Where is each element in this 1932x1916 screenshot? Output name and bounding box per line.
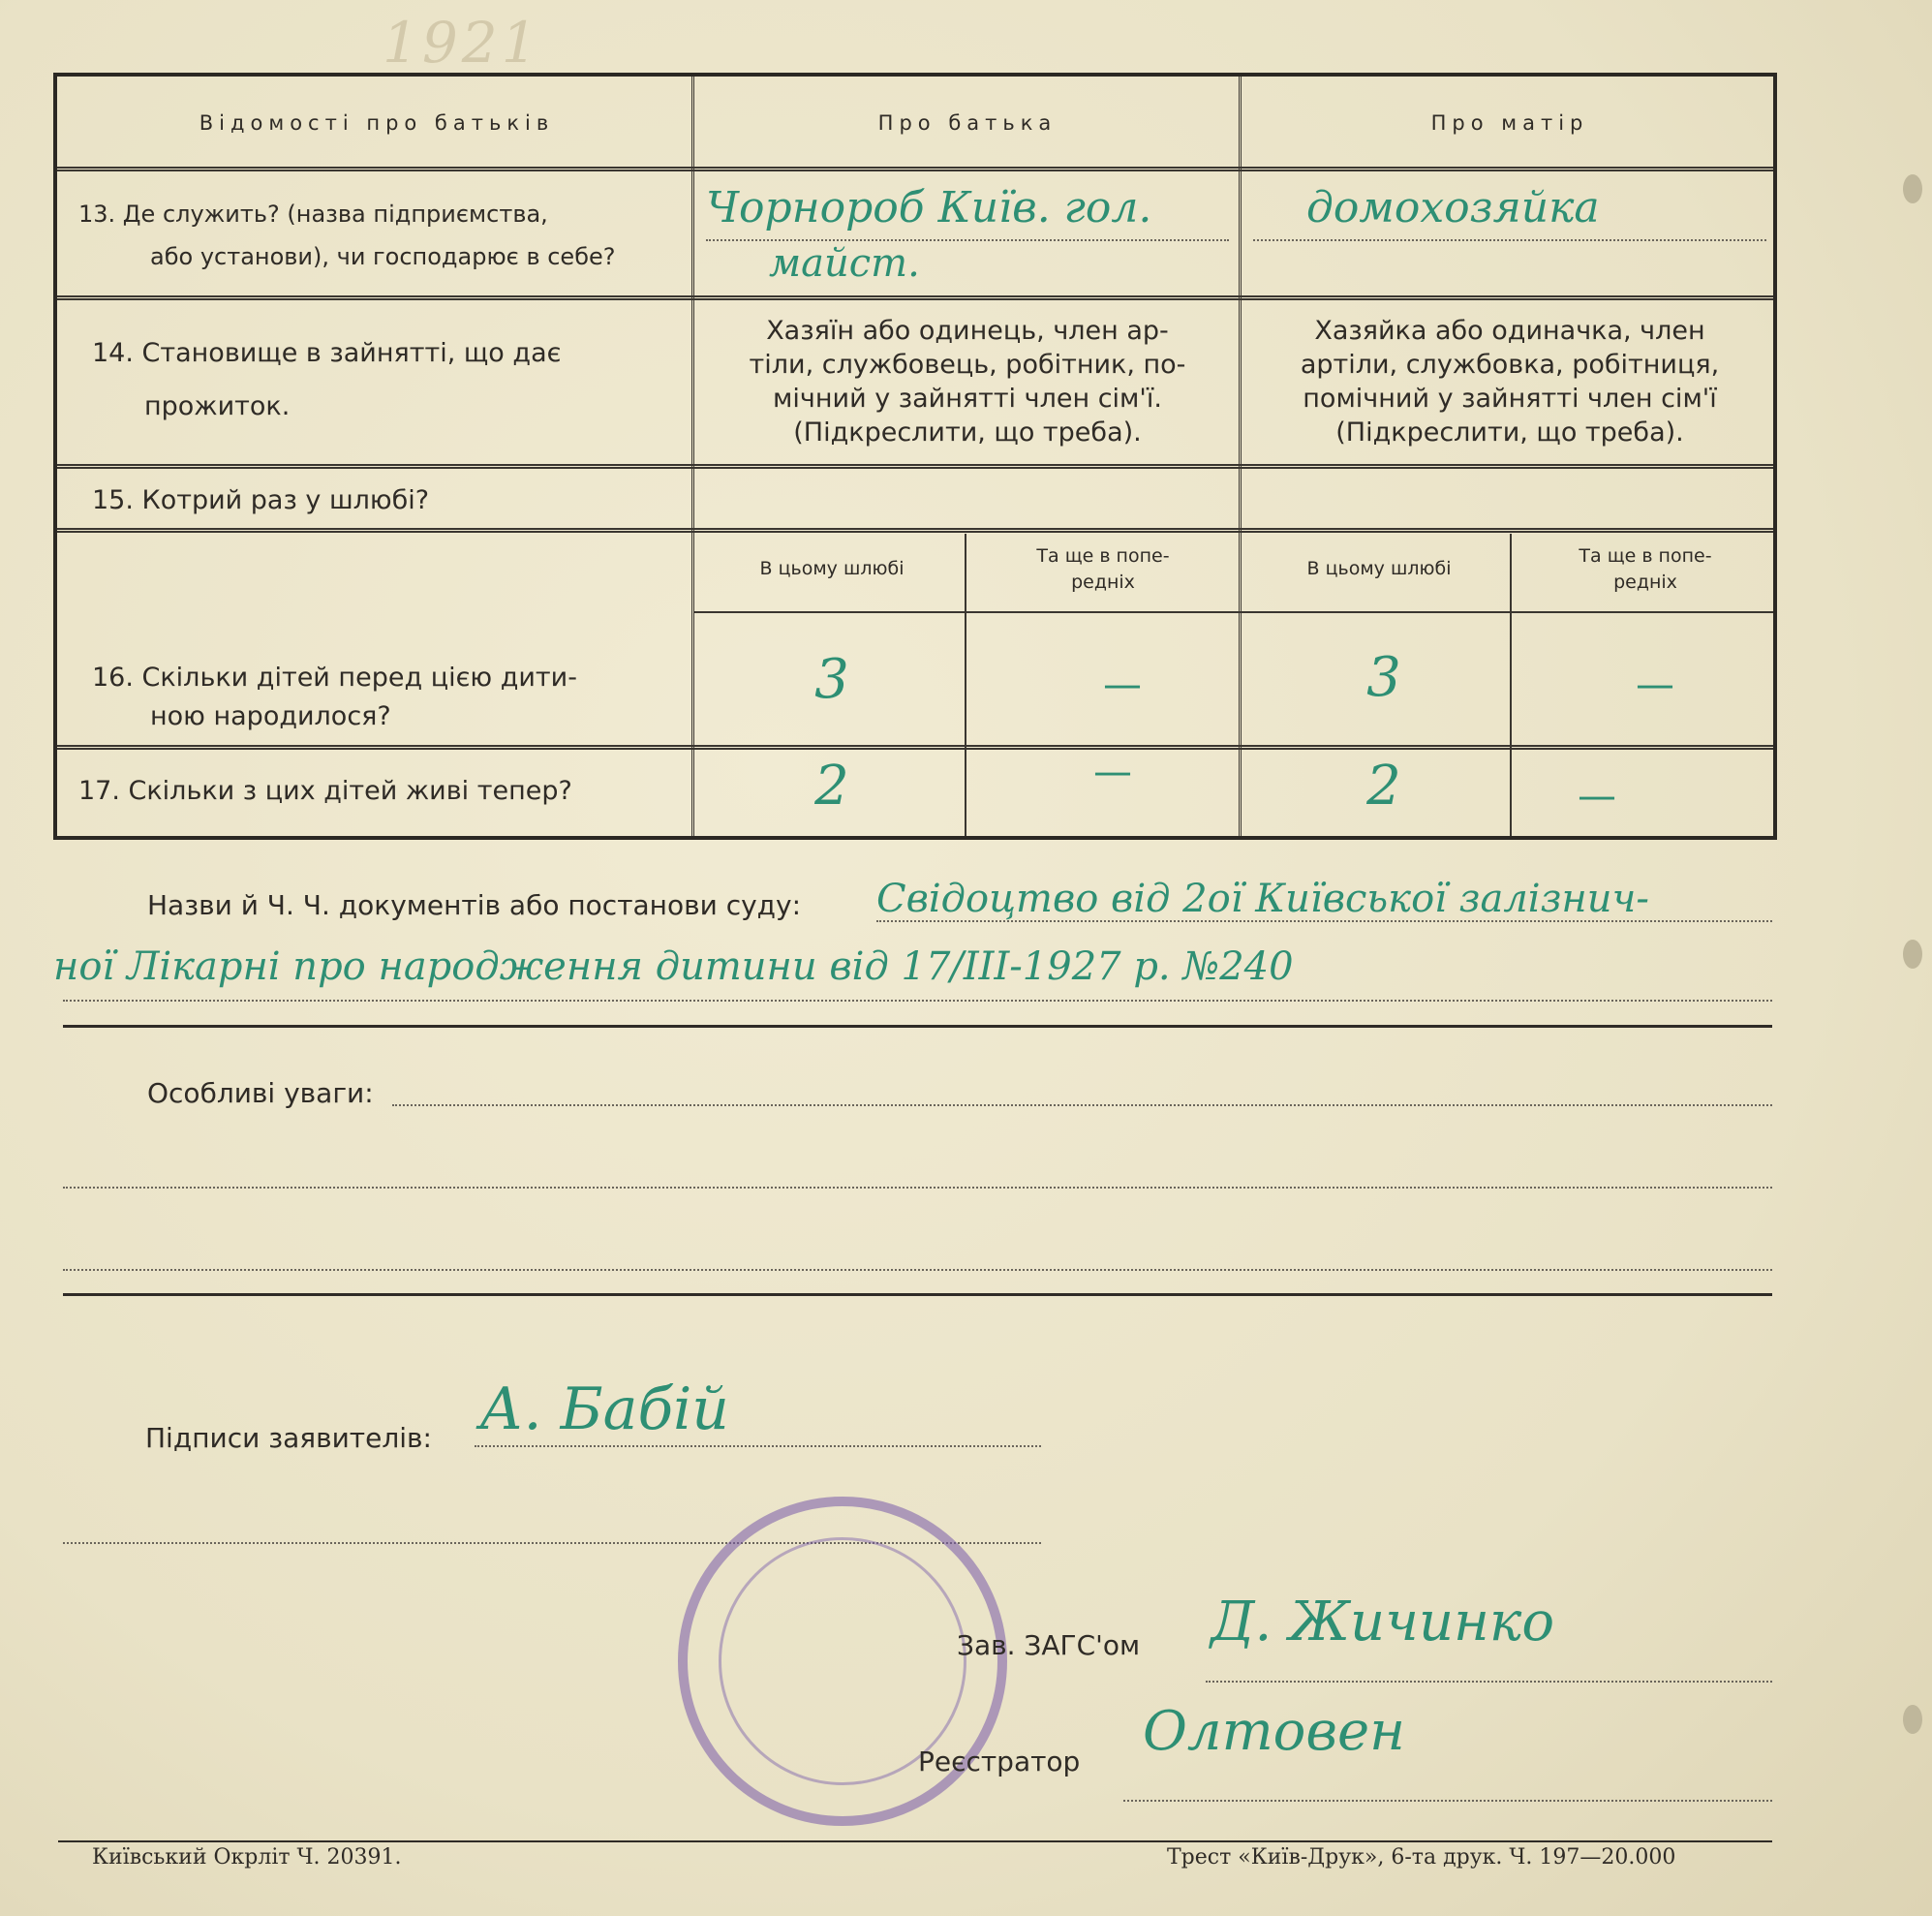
row14-father-options <box>706 314 1229 449</box>
binding-hole <box>1903 1705 1922 1734</box>
row13-mother-value: домохозяйка <box>1306 183 1600 232</box>
fill-line <box>63 1000 1772 1002</box>
documents-value-line1: Свідоцтво від 2ої Київської залізнич- <box>876 877 1649 921</box>
row13-father-value-line2: майст. <box>769 241 920 286</box>
separator-line <box>63 1025 1772 1028</box>
row17-label: 17. Скільки з цих дітей живі тепер? <box>78 776 572 806</box>
zags-head-signature: Д. Жичинко <box>1211 1591 1555 1653</box>
mother-option-line: артіли, службовка, робітниця, <box>1300 350 1720 380</box>
row16-label-line1: 16. Скільки дітей перед цією дити- <box>92 663 577 693</box>
row-divider <box>57 167 1773 171</box>
row17-father-prev: — <box>1093 750 1132 794</box>
binding-hole <box>1903 174 1922 203</box>
footer-line <box>58 1840 1772 1842</box>
fill-line <box>63 1269 1772 1271</box>
row16-mother-this: 3 <box>1366 646 1401 709</box>
documents-value-line2: ної Лікарні про народження дитини від 17/III-1927 р. №240 <box>53 944 1294 989</box>
remarks-label: Особливі уваги: <box>147 1077 374 1109</box>
fill-line <box>392 1104 1772 1106</box>
row17-mother-this: 2 <box>1366 755 1401 818</box>
fill-line <box>1123 1800 1772 1802</box>
row16-father-prev: — <box>1103 663 1142 707</box>
subheader-mother-previous <box>1524 543 1766 596</box>
subheader-line: Та ще в попе- <box>1579 545 1712 567</box>
row-divider <box>693 611 1773 613</box>
row-divider <box>57 745 1773 750</box>
header-mother: Про матір <box>1430 111 1589 135</box>
applicant-signature: А. Бабій <box>479 1375 729 1443</box>
fill-line <box>63 1187 1772 1189</box>
row15-label: 15. Котрий раз у шлюбі? <box>92 485 430 515</box>
fill-line <box>1253 239 1766 241</box>
registrar-signature: Олтовен <box>1143 1700 1406 1763</box>
footer-left: Київський Окрліт Ч. 20391. <box>92 1845 402 1870</box>
row-divider <box>57 464 1773 469</box>
row-divider <box>57 528 1773 533</box>
mother-option-line: помічний у зайнятті член сім'ї <box>1303 384 1717 414</box>
archive-number: 1921 <box>383 10 541 76</box>
subheader-father-this-marriage: В цьому шлюбі <box>759 558 905 579</box>
row16-label-line2: ною народилося? <box>150 701 391 731</box>
subheader-line: Та ще в попе- <box>1036 545 1170 567</box>
row14-mother-options <box>1253 314 1766 449</box>
fill-line <box>706 239 1229 241</box>
footer-right: Трест «Київ-Друк», 6-та друк. Ч. 197—20.000 <box>1167 1845 1676 1870</box>
column-divider <box>965 534 966 836</box>
documents-label: Назви й Ч. Ч. документів або постанови суду: <box>147 889 802 921</box>
zags-head-label: Зав. ЗАГС'ом <box>957 1629 1141 1661</box>
subheader-mother-this-marriage: В цьому шлюбі <box>1306 558 1452 579</box>
header-father: Про батька <box>877 111 1058 135</box>
row14-label-line2: прожиток. <box>144 391 291 421</box>
separator-line <box>63 1293 1772 1296</box>
column-divider <box>1239 77 1242 836</box>
fill-line <box>876 920 1772 922</box>
mother-option-line: Хазяйка або одиначка, член <box>1314 316 1705 346</box>
column-divider <box>691 77 694 836</box>
father-option-line: мічний у зайнятті член сім'ї. <box>773 384 1162 414</box>
row17-father-this: 2 <box>814 755 849 818</box>
row16-mother-prev: — <box>1636 663 1674 707</box>
fill-line <box>475 1445 1041 1447</box>
row-divider <box>57 295 1773 300</box>
subheader-line: редніх <box>1613 572 1677 593</box>
fill-line <box>1206 1681 1772 1683</box>
father-option-line: Хазяїн або одинець, член ар- <box>766 316 1169 346</box>
subheader-line: редніх <box>1071 572 1135 593</box>
row13-label-line2: або установи), чи господарює в себе? <box>150 243 616 270</box>
father-option-line: (Підкреслити, що треба). <box>793 417 1142 448</box>
father-option-line: тіли, службовець, робітник, по- <box>749 350 1186 380</box>
header-parents-info: Відомості про батьків <box>199 111 555 135</box>
row13-father-value-line1: Чорнороб Київ. гол. <box>706 183 1152 232</box>
registrar-label: Реєстратор <box>918 1746 1081 1777</box>
parents-info-table <box>53 73 1777 840</box>
column-divider <box>1510 534 1512 836</box>
row17-mother-prev: — <box>1578 774 1616 819</box>
row14-label-line1: 14. Становище в зайнятті, що дає <box>92 338 562 368</box>
subheader-father-previous <box>977 543 1229 596</box>
binding-hole <box>1903 940 1922 969</box>
applicants-signature-label: Підписи заявителів: <box>145 1422 432 1454</box>
row13-label-line1: 13. Де служить? (назва підприємства, <box>78 201 548 228</box>
mother-option-line: (Підкреслити, що треба). <box>1335 417 1684 448</box>
row16-father-this: 3 <box>814 648 849 711</box>
